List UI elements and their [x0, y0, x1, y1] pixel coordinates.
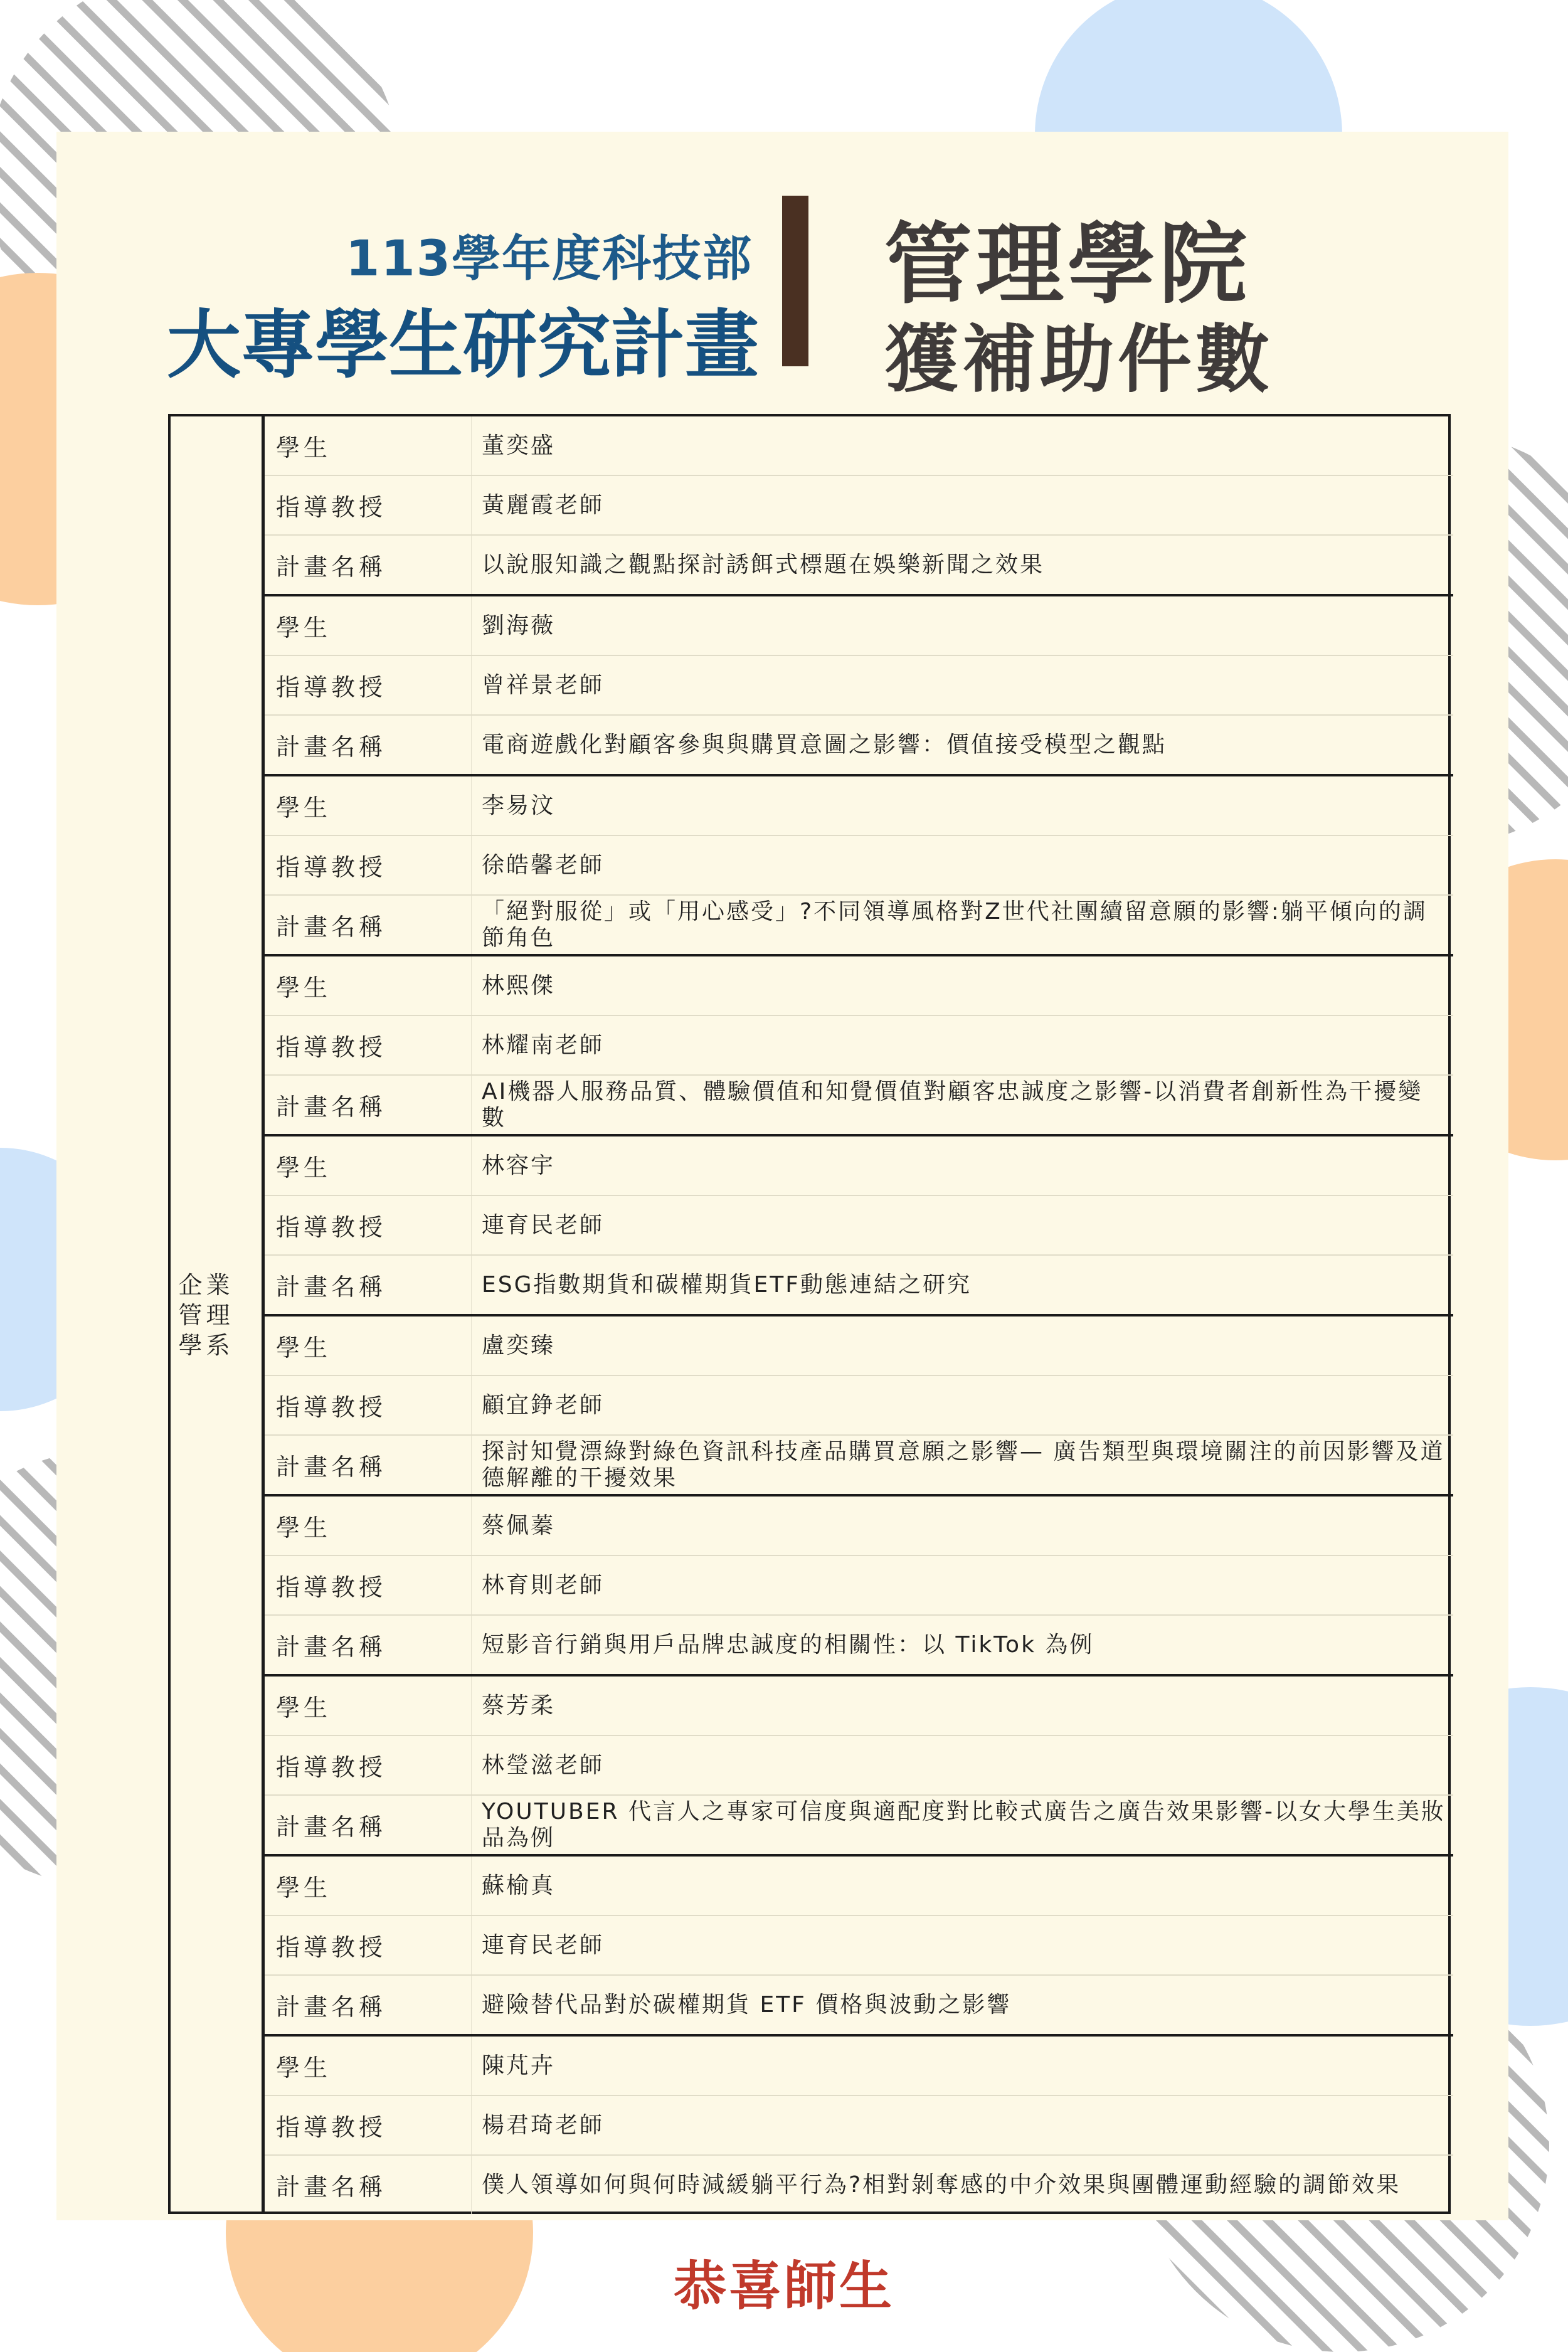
project-title: YOUTUBER 代言人之專家可信度與適配度對比較式廣告之廣告效果影響-以女大學生美妝品為例 [482, 1798, 1446, 1851]
student-name: 蔡芳柔 [482, 1692, 556, 1719]
student-name: 盧奕臻 [482, 1332, 556, 1359]
entry-group [265, 1134, 1453, 1314]
student-label: 學生 [265, 1496, 472, 1555]
project-row [265, 896, 1453, 954]
project-title: 探討知覺漂綠對綠色資訊科技產品購買意願之影響— 廣告類型與環境關注的前因影響及道德解離的干擾效果 [482, 1438, 1445, 1491]
student-label: 學生 [265, 776, 472, 835]
student-row [265, 1857, 1453, 1916]
student-name: 董奕盛 [482, 432, 556, 458]
project-row [265, 536, 1453, 594]
student-label: 學生 [265, 1316, 472, 1375]
advisor-row [265, 2096, 1453, 2156]
entry-group [265, 1674, 1453, 1854]
advisor-label: 指導教授 [265, 836, 472, 894]
student-row [265, 1496, 1453, 1556]
project-row [265, 1796, 1453, 1854]
project-title: AI機器人服務品質、體驗價值和知覺價值對顧客忠誠度之影響-以消費者創新性為干擾變數 [482, 1078, 1423, 1131]
advisor-label: 指導教授 [265, 1196, 472, 1254]
project-label: 計畫名稱 [265, 1796, 472, 1854]
advisor-label: 指導教授 [265, 2096, 472, 2154]
advisor-label: 指導教授 [265, 1556, 472, 1614]
advisor-label: 指導教授 [265, 1016, 472, 1074]
project-title: ESG指數期貨和碳權期貨ETF動態連結之研究 [482, 1271, 972, 1298]
student-label: 學生 [265, 956, 472, 1015]
project-label: 計畫名稱 [265, 716, 472, 774]
student-row [265, 956, 1453, 1016]
advisor-name: 徐皓馨老師 [482, 852, 605, 878]
advisor-row [265, 656, 1453, 716]
project-title: 避險替代品對於碳權期貨 ETF 價格與波動之影響 [482, 1991, 1012, 2018]
project-label: 計畫名稱 [265, 896, 472, 954]
entry-group [265, 594, 1453, 774]
grant-table [168, 414, 1451, 2214]
header-program-title: 大專學生研究計畫 [166, 302, 759, 388]
advisor-name: 連育民老師 [482, 1212, 605, 1238]
advisor-label: 指導教授 [265, 1736, 472, 1794]
advisor-name: 林耀南老師 [482, 1032, 605, 1058]
entry-group [265, 1494, 1453, 1674]
project-row [265, 2156, 1453, 2214]
student-row [265, 416, 1453, 476]
student-row [265, 596, 1453, 656]
entry-group [265, 774, 1453, 954]
project-label: 計畫名稱 [265, 1616, 472, 1674]
student-row [265, 776, 1453, 836]
student-name: 蘇榆真 [482, 1872, 556, 1899]
student-name: 劉海薇 [482, 612, 556, 638]
project-row [265, 1976, 1453, 2034]
project-label: 計畫名稱 [265, 1436, 472, 1494]
advisor-row [265, 1376, 1453, 1436]
student-label: 學生 [265, 2037, 472, 2095]
advisor-name: 黃麗霞老師 [482, 492, 605, 518]
project-row [265, 716, 1453, 774]
student-name: 李易汶 [482, 792, 556, 818]
project-label: 計畫名稱 [265, 1256, 472, 1314]
student-name: 林容宇 [482, 1152, 556, 1179]
project-label: 計畫名稱 [265, 536, 472, 594]
student-name: 陳芃卉 [482, 2052, 556, 2079]
advisor-label: 指導教授 [265, 1916, 472, 1974]
advisor-row [265, 476, 1453, 536]
project-title: 僕人領導如何與何時減緩躺平行為?相對剝奪感的中介效果與團體運動經驗的調節效果 [482, 2171, 1401, 2198]
header-year-title: 113學年度科技部 [346, 231, 753, 287]
advisor-name: 林瑩滋老師 [482, 1752, 605, 1778]
header-subtitle: 獲補助件數 [884, 316, 1274, 403]
project-title: 以說服知識之觀點探討誘餌式標題在娛樂新聞之效果 [482, 551, 1045, 578]
student-label: 學生 [265, 1857, 472, 1915]
advisor-label: 指導教授 [265, 656, 472, 714]
advisor-label: 指導教授 [265, 1376, 472, 1434]
header-college: 管理學院 [884, 214, 1251, 316]
entry-group [265, 954, 1453, 1134]
entry-group [265, 1854, 1453, 2034]
project-label: 計畫名稱 [265, 1076, 472, 1134]
student-label: 學生 [265, 1677, 472, 1735]
entry-group [265, 416, 1453, 594]
project-row [265, 1076, 1453, 1134]
advisor-row [265, 836, 1453, 896]
advisor-name: 楊君琦老師 [482, 2112, 605, 2138]
project-title: 電商遊戲化對顧客參與與購買意圖之影響：價值接受模型之觀點 [482, 731, 1167, 758]
student-row [265, 2037, 1453, 2096]
advisor-row [265, 1196, 1453, 1256]
advisor-name: 曾祥景老師 [482, 672, 605, 698]
student-name: 蔡佩蓁 [482, 1512, 556, 1539]
advisor-name: 顧宜錚老師 [482, 1392, 605, 1418]
entry-groups [265, 416, 1453, 2214]
student-row [265, 1136, 1453, 1196]
advisor-row [265, 1556, 1453, 1616]
student-row [265, 1677, 1453, 1736]
project-title: 「絕對服從」或「用心感受」?不同領導風格對Z世代社團續留意願的影響:躺平傾向的調節角色 [482, 898, 1428, 951]
student-label: 學生 [265, 416, 472, 475]
student-name: 林熙傑 [482, 972, 556, 999]
project-row [265, 1256, 1453, 1314]
congratulations-footer: 恭喜師生 [673, 2255, 894, 2317]
advisor-row [265, 1916, 1453, 1976]
advisor-row [265, 1736, 1453, 1796]
advisor-name: 林育則老師 [482, 1572, 605, 1598]
header-divider-bar [782, 196, 808, 366]
project-label: 計畫名稱 [265, 2156, 472, 2214]
department-label: 企業管理學系 [178, 1271, 234, 1359]
student-row [265, 1316, 1453, 1376]
project-title: 短影音行銷與用戶品牌忠誠度的相關性：以 TikTok 為例 [482, 1631, 1094, 1658]
project-row [265, 1436, 1453, 1494]
advisor-label: 指導教授 [265, 476, 472, 534]
advisor-name: 連育民老師 [482, 1932, 605, 1958]
entry-group [265, 1314, 1453, 1494]
student-label: 學生 [265, 1136, 472, 1195]
student-label: 學生 [265, 596, 472, 655]
department-cell [171, 416, 265, 2214]
project-label: 計畫名稱 [265, 1976, 472, 2034]
project-row [265, 1616, 1453, 1674]
entry-group [265, 2034, 1453, 2214]
advisor-row [265, 1016, 1453, 1076]
